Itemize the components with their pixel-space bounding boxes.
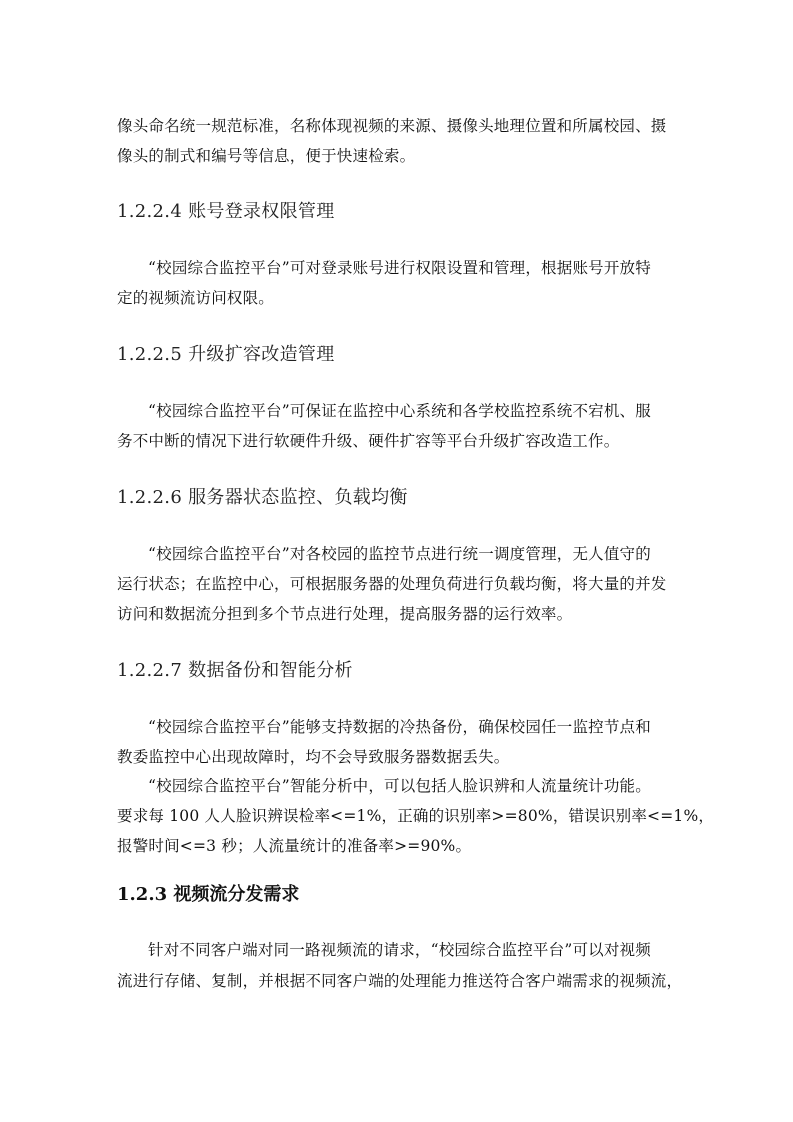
paragraph-line: 教委监控中心出现故障时，均不会导致服务器数据丢失。 <box>117 748 510 766</box>
paragraph-line: “校园综合监控平台”能够支持数据的冷热备份，确保校园任一监控节点和 <box>148 718 651 736</box>
paragraph-line: 务不中断的情况下进行软硬件升级、硬件扩容等平台升级扩容改造工作。 <box>117 432 620 450</box>
paragraph-line: 像头的制式和编号等信息，便于快速检索。 <box>117 147 416 165</box>
paragraph-line: 要求每 100 人人脸识辨误检率<=1%，正确的识别率>=80%，错误识别率<=1%， <box>117 807 715 825</box>
paragraph-line: 流进行存储、复制，并根据不同客户端的处理能力推送符合客户端需求的视频流， <box>117 972 683 990</box>
section-heading: 1.2.2.6 服务器状态监控、负载均衡 <box>117 487 408 508</box>
paragraph-line: “校园综合监控平台”对各校园的监控节点进行统一调度管理，无人值守的 <box>148 545 651 563</box>
paragraph-line: 像头命名统一规范标准，名称体现视频的来源、摄像头地理位置和所属校园、摄 <box>117 117 667 135</box>
section-heading: 1.2.2.5 升级扩容改造管理 <box>117 344 335 365</box>
paragraph-line: 运行状态；在监控中心，可根据服务器的处理负荷进行负载均衡，将大量的并发 <box>117 575 667 593</box>
section-heading: 1.2.2.4 账号登录权限管理 <box>117 201 335 222</box>
paragraph-line: 定的视频流访问权限。 <box>117 289 275 307</box>
paragraph-line: “校园综合监控平台”可保证在监控中心系统和各学校监控系统不宕机、服 <box>148 402 651 420</box>
paragraph-line: 访问和数据流分担到多个节点进行处理，提高服务器的运行效率。 <box>117 605 573 623</box>
paragraph-line: “校园综合监控平台”可对登录账号进行权限设置和管理，根据账号开放特 <box>148 259 651 277</box>
paragraph-line: 针对不同客户端对同一路视频流的请求，“校园综合监控平台”可以对视频 <box>148 941 651 959</box>
paragraph-line: 报警时间<=3 秒；人流量统计的准备率>=90%。 <box>117 837 472 855</box>
paragraph-line: “校园综合监控平台”智能分析中，可以包括人脸识辨和人流量统计功能。 <box>148 777 651 795</box>
subsection-heading: 1.2.3 视频流分发需求 <box>117 884 300 905</box>
section-heading: 1.2.2.7 数据备份和智能分析 <box>117 660 353 681</box>
